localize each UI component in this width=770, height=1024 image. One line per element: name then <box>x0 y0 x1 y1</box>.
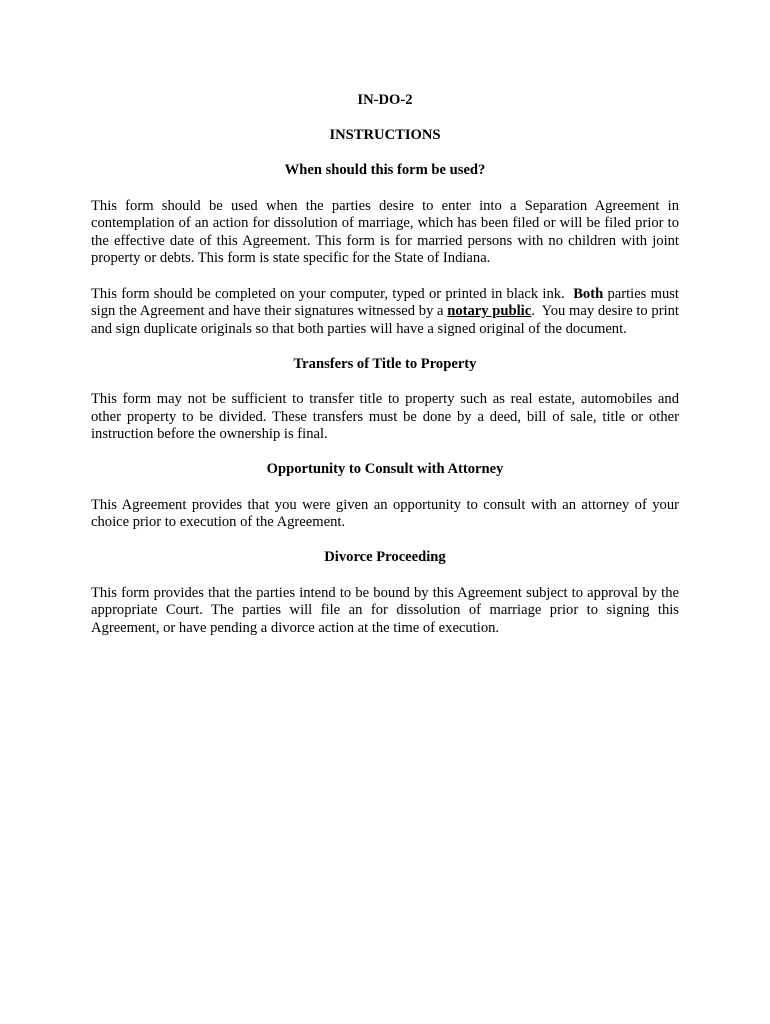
both-emphasis: Both <box>573 285 604 302</box>
paragraph-attorney: This Agreement provides that you were given an opportunity to consult with an attorney of your choice prior to execution of the Agreement. <box>91 496 679 531</box>
document-title: INSTRUCTIONS <box>329 127 441 144</box>
completion-text-start: This form should be completed on your computer, typed or printed in black ink. <box>91 285 574 302</box>
section-heading-attorney: Opportunity to Consult with Attorney <box>266 461 504 478</box>
completion-text-end: . You may desire to print and sign duplicate originals so that both parties will have a signed original of the document. <box>91 303 683 337</box>
section-heading-divorce: Divorce Proceeding <box>324 549 446 566</box>
form-id: IN-DO-2 <box>357 92 413 108</box>
section-heading-when-used: When should this form be used? <box>284 162 486 179</box>
completion-text-mid: parties must sign the Agreement and have their signatures witnessed by a <box>91 285 683 320</box>
paragraph-divorce: This form provides that the parties intend to be bound by this Agreement subject to approval by the appropriate Court. The parties will file an for dissolution of marriage prior to signing this Agreement, or have pending a divorce action at the time of execution. <box>91 584 679 636</box>
paragraph-transfers: This form may not be sufficient to transfer title to property such as real estate, automobiles and other property to be divided. These transfers must be done by a deed, bill of sale, title or other instruction before the ownership is final. <box>91 391 679 443</box>
section-heading-transfers: Transfers of Title to Property <box>293 355 477 372</box>
document-page <box>91 92 683 655</box>
paragraph-completion <box>91 285 683 339</box>
notary-public-link[interactable]: notary public <box>447 303 532 320</box>
paragraph-when-used: This form should be used when the parties desire to enter into a Separation Agreement in contemplation of an action for dissolution of marriage, which has been filed or will be filed prior to the effective date of this Agreement. This form is for married persons with no children with joint property or debts. This form is state specific for the State of Indiana. <box>91 197 679 267</box>
